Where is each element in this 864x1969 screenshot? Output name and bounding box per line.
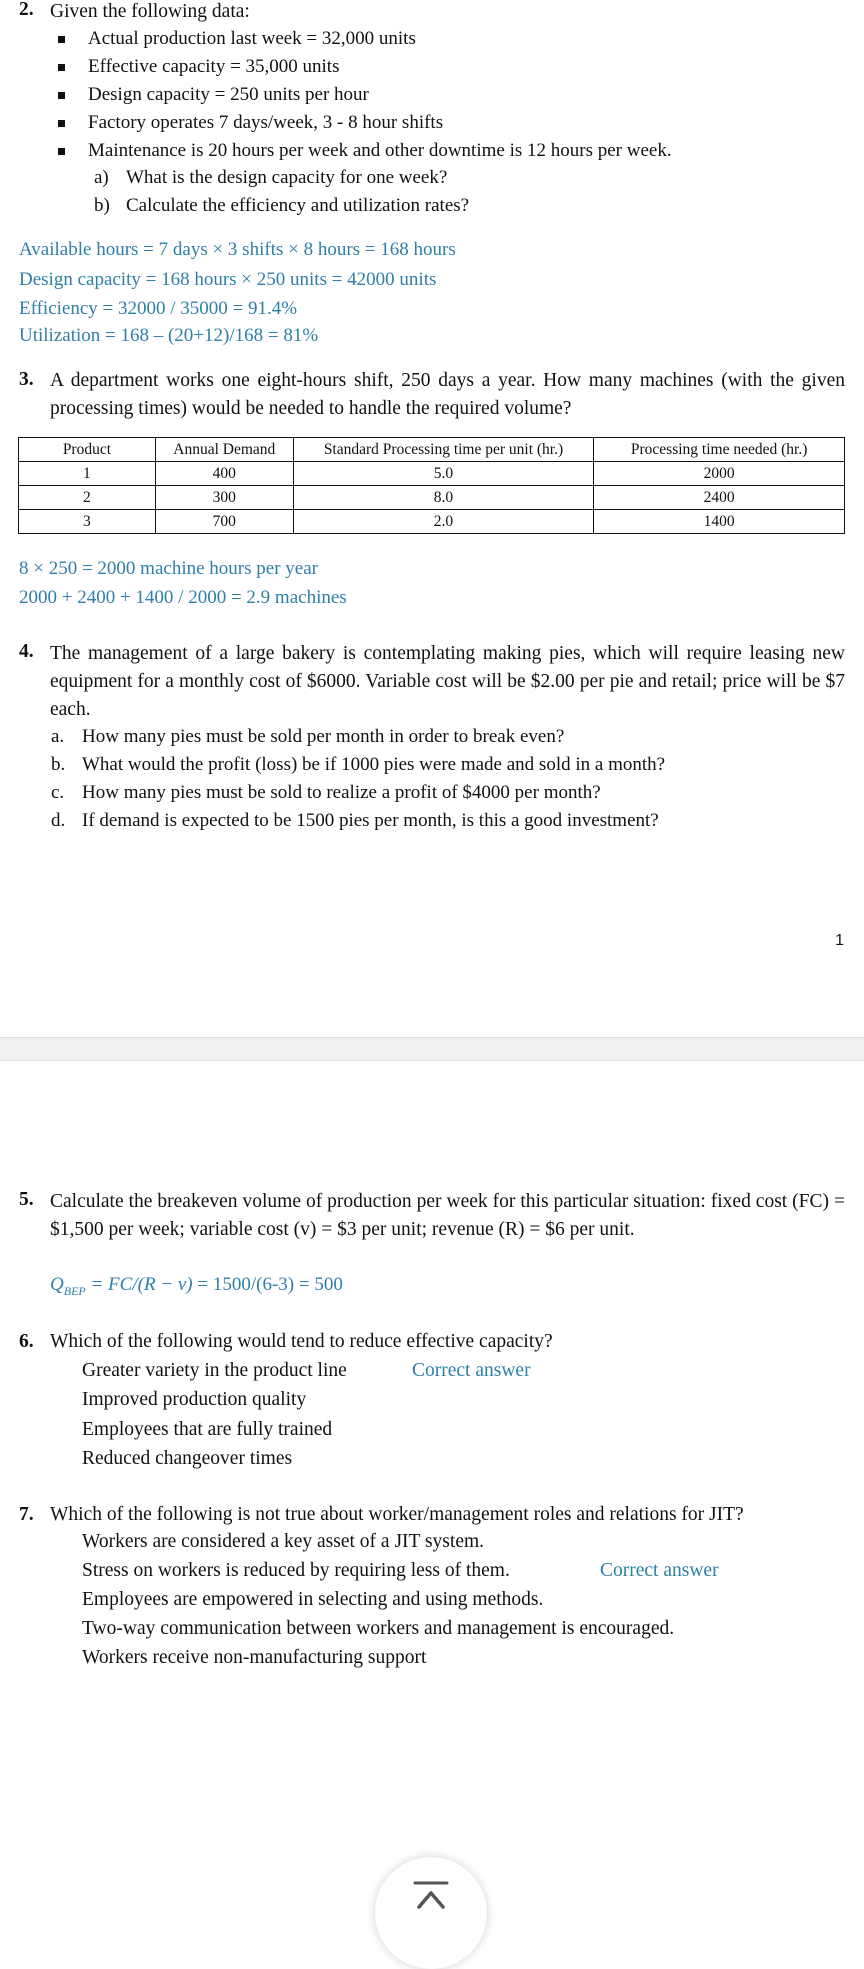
q4-text: The management of a large bakery is contemplating making pies, which will require leasing new equipment for a monthly cost of $6000. Variable cost will be $2.00 per pie and retail; price will be $7 each.	[50, 643, 845, 720]
table-row	[19, 462, 845, 486]
table-cell: 1	[19, 462, 156, 486]
column-header: Standard Processing time per unit (hr.)	[293, 438, 594, 462]
column-header: Processing time needed (hr.)	[594, 438, 845, 462]
q2-answer-line: Design capacity = 168 hours × 250 units = 42000 units	[19, 269, 437, 290]
q2-part-text: What is the design capacity for one week?	[126, 167, 448, 188]
q2-part-label: b)	[94, 195, 110, 216]
q7-option: Employees are empowered in selecting and using methods.	[82, 1589, 544, 1610]
q4-part-label: c.	[51, 782, 65, 803]
column-header: Annual Demand	[155, 438, 293, 462]
q3-answer-line: 8 × 250 = 2000 machine hours per year	[19, 558, 318, 579]
table-row	[19, 510, 845, 534]
q2-answer-line: Utilization = 168 – (20+12)/168 = 81%	[19, 325, 319, 346]
q5-answer: $Q_{BEP} = FC/(R - v) = 1500/(6-3) = 500$	[50, 1274, 343, 1298]
table-row	[19, 486, 845, 510]
q7-option: Workers are considered a key asset of a JIT system.	[82, 1531, 485, 1552]
column-header: Product	[19, 438, 156, 462]
q2-answer-line: Available hours = 7 days × 3 shifts × 8 hours = 168 hours	[19, 239, 456, 260]
q6-option: Employees that are fully trained	[82, 1419, 333, 1440]
q5-text: Calculate the breakeven volume of production per week for this particular situation: fixed cost (FC) = $1,500 per week; variable cost (v) = $3 per unit; revenue (R) = $6 per unit.	[50, 1191, 845, 1240]
table-cell: 1400	[594, 510, 845, 534]
q7-number: 7.	[19, 1504, 34, 1525]
chevron-up-bar-icon	[411, 1877, 451, 1917]
table-cell: 2000	[594, 462, 845, 486]
q2-number: 2.	[19, 0, 34, 20]
table-cell: 2	[19, 486, 156, 510]
page-separator	[0, 1037, 864, 1061]
table-cell: 400	[155, 462, 293, 486]
table-cell: 3	[19, 510, 156, 534]
q5-number: 5.	[19, 1189, 34, 1210]
q7-option: Stress on workers is reduced by requiring less of them.	[82, 1560, 510, 1581]
q2-part-label: a)	[94, 167, 109, 188]
q4-part-text: If demand is expected to be 1500 pies per month, is this a good investment?	[82, 810, 659, 831]
table-cell: 300	[155, 486, 293, 510]
q4-part-label: d.	[51, 810, 66, 831]
q7-text: Which of the following is not true about worker/management roles and relations for JIT?	[50, 1504, 744, 1525]
q6-correct-label: Correct answer	[412, 1360, 531, 1381]
table-header-row	[19, 438, 845, 462]
q6-option: Reduced changeover times	[82, 1448, 293, 1469]
bullet-square-icon	[58, 120, 65, 127]
page-number: 1	[835, 932, 844, 949]
q4-part-text: How many pies must be sold to realize a profit of $4000 per month?	[82, 782, 601, 803]
bullet-square-icon	[58, 36, 65, 43]
bullet-square-icon	[58, 64, 65, 71]
q4-part-label: b.	[51, 754, 66, 775]
q4-part-text: What would the profit (loss) be if 1000 pies were made and sold in a month?	[82, 754, 666, 775]
q2-text: Given the following data:	[50, 1, 250, 22]
table-cell: 700	[155, 510, 293, 534]
q3-text: A department works one eight-hours shift, 250 days a year. How many machines (with the given processing times) would be needed to handle the required volume?	[50, 370, 845, 419]
q7-option: Workers receive non-manufacturing support	[82, 1647, 427, 1668]
q2-answer-line: Efficiency = 32000 / 35000 = 91.4%	[19, 298, 298, 319]
q6-text: Which of the following would tend to reduce effective capacity?	[50, 1331, 553, 1352]
table-cell: 2400	[594, 486, 845, 510]
q3-answer-line: 2000 + 2400 + 1400 / 2000 = 2.9 machines	[19, 587, 347, 608]
q4-part-text: How many pies must be sold per month in order to break even?	[82, 726, 565, 747]
q2-bullet: Maintenance is 20 hours per week and other downtime is 12 hours per week.	[58, 137, 672, 165]
q7-option: Two-way communication between workers and management is encouraged.	[82, 1618, 675, 1639]
table-cell: 8.0	[293, 486, 594, 510]
scroll-to-top-button[interactable]	[375, 1857, 487, 1969]
q6-number: 6.	[19, 1331, 34, 1352]
q2-bullet: Factory operates 7 days/week, 3 - 8 hour shifts	[58, 109, 443, 137]
q6-option: Improved production quality	[82, 1389, 307, 1410]
q2-bullet: Actual production last week = 32,000 units	[58, 25, 416, 53]
bullet-square-icon	[58, 92, 65, 99]
table-cell: 2.0	[293, 510, 594, 534]
q3-number: 3.	[19, 369, 34, 390]
q2-part-text: Calculate the efficiency and utilization rates?	[126, 195, 470, 216]
document-page-2	[0, 1061, 864, 1920]
q4-part-label: a.	[51, 726, 65, 747]
q4-number: 4.	[19, 641, 34, 662]
bullet-square-icon	[58, 148, 65, 155]
q2-bullet: Design capacity = 250 units per hour	[58, 81, 369, 109]
q6-option: Greater variety in the product line	[82, 1360, 347, 1381]
q7-correct-label: Correct answer	[600, 1560, 719, 1581]
processing-table	[18, 437, 845, 534]
table-cell: 5.0	[293, 462, 594, 486]
q2-bullet: Effective capacity = 35,000 units	[58, 53, 339, 81]
